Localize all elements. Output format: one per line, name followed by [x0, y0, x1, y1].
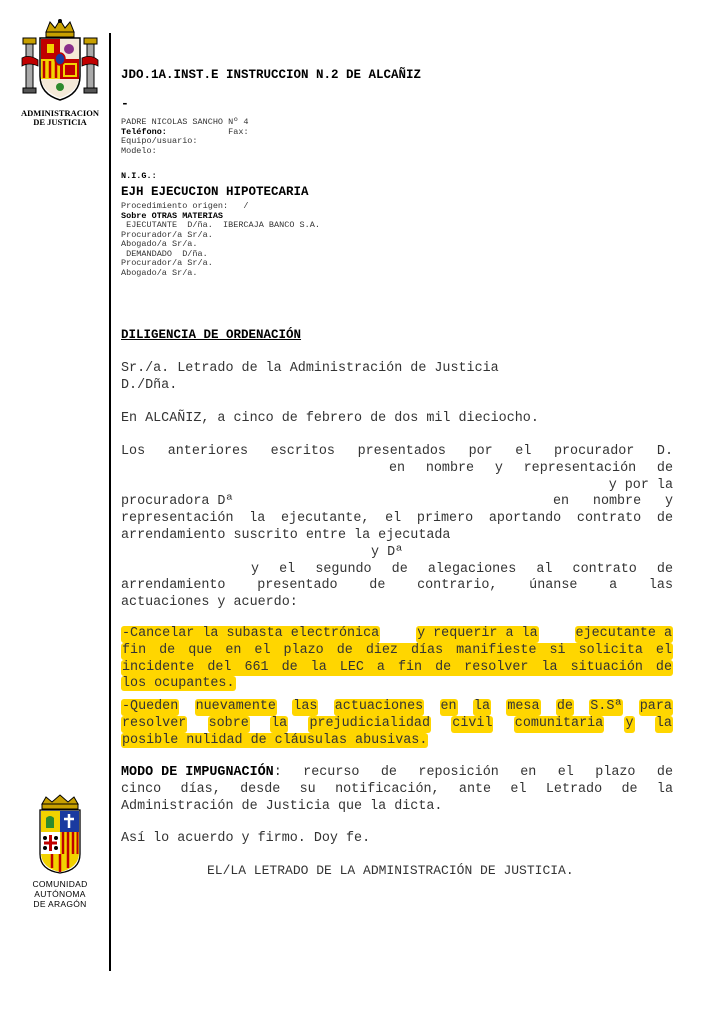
- telefono-label: Teléfono:: [121, 126, 167, 137]
- modo-line1: MODO DE IMPUGNACIÓN : recurso de reposición en el plazo de: [121, 765, 673, 780]
- aragon-coat-of-arms-icon: [30, 794, 90, 874]
- letrado-line1: Sr./a. Letrado de la Administración de Justicia: [121, 361, 499, 376]
- hl1-line2: fin de que en el plazo de diez días manifieste si solicita el: [122, 642, 672, 658]
- abogado-ejecutante: Abogado/a Sr/a.: [121, 239, 198, 249]
- hl1-line3: incidente del 661 de la LEC a fin de resolver la situación de: [122, 659, 672, 675]
- hl2-line1: -Queden nuevamente las actuaciones en la mesa de S.Sª para: [122, 699, 672, 714]
- p1-line6: arrendamiento suscrito entre la ejecutada: [121, 527, 451, 543]
- comunidad-aragon-logo: [20, 794, 100, 909]
- fax-label: Fax:: [228, 126, 249, 137]
- logo-caption-line2: DE JUSTICIA: [33, 117, 87, 127]
- p1-line7: y Dª: [371, 544, 404, 560]
- p1-line4: procuradora Dª en nombre y: [121, 494, 673, 510]
- parties-block: [121, 202, 320, 278]
- modo-line3: Administración de Justicia que la dicta.: [121, 798, 443, 814]
- address-block: [121, 118, 249, 156]
- p1-line3: y por la: [608, 477, 673, 493]
- modo-line2: cinco días, desde su notificación, ante el Letrado de la: [121, 781, 673, 797]
- letrado-line2: D./Dña.: [121, 377, 178, 393]
- administracion-justicia-logo: [14, 18, 106, 127]
- modo-label: MODO DE IMPUGNACIÓN: [121, 765, 274, 780]
- abogado-demandado: Abogado/a Sr/a.: [121, 267, 198, 278]
- equipo-label: Equipo/usuario:: [121, 136, 198, 146]
- coat-of-arms-icon: [20, 18, 100, 104]
- logo2-caption-line1: COMUNIDAD: [32, 879, 88, 889]
- logo-caption-line1: ADMINISTRACION: [21, 108, 99, 118]
- p1-line5: representación la ejecutante, el primero aportando contrato de: [121, 511, 673, 527]
- p1-line2: en nombre y representación de: [389, 460, 673, 476]
- modelo-label: Modelo:: [121, 145, 157, 156]
- procedure-type: EJH EJECUCION HIPOTECARIA: [121, 185, 309, 199]
- p1-line1: Los anteriores escritos presentados por el procurador D.: [121, 444, 673, 459]
- letrado-block: [121, 361, 673, 395]
- paragraph-impugnacion: [121, 765, 673, 815]
- paragraph-escritos: [121, 444, 673, 612]
- p1-line9: arrendamiento presentado de contrario, únanse a las: [121, 578, 673, 594]
- logo2-caption-line3: DE ARAGÓN: [33, 899, 87, 909]
- hl1-line1: -Cancelar la subasta electrónica y requerir a la ejecutante a: [122, 626, 672, 641]
- sobre-materia: Sobre OTRAS MATERIAS: [121, 210, 224, 221]
- ejecutante: EJECUTANTE D/ña. IBERCAJA BANCO S.A.: [121, 220, 320, 230]
- header-dash: -: [121, 96, 129, 111]
- hl1-line4: los ocupantes.: [122, 676, 235, 692]
- demandado: DEMANDADO D/ña.: [121, 248, 208, 259]
- p1-line8: y el segundo de alegaciones al contrato de: [251, 561, 673, 577]
- procedimiento-origen: Procedimiento origen: /: [121, 201, 249, 211]
- date-line: En ALCAÑIZ, a cinco de febrero de dos mil dieciocho.: [121, 411, 539, 426]
- logo2-caption-line2: AUTÓNOMA: [34, 889, 86, 899]
- address: PADRE NICOLAS SANCHO Nº 4: [121, 117, 249, 127]
- document-title: DILIGENCIA DE ORDENACIÓN: [121, 328, 302, 342]
- procurador-demandado: Procurador/a Sr/a.: [121, 258, 213, 268]
- signature-line: EL/LA LETRADO DE LA ADMINISTRACIÓN DE JUSTICIA.: [207, 863, 574, 878]
- closing-line: Así lo acuerdo y firmo. Doy fe.: [121, 831, 371, 846]
- hl2-line3: posible nulidad de cláusulas abusivas.: [122, 732, 428, 748]
- hl2-line2: resolver sobre la prejudicialidad civil comunitaria y la: [122, 715, 672, 731]
- margin-rule: [109, 33, 111, 971]
- paragraph-cancelar-subasta: [121, 626, 673, 693]
- paragraph-prejudicialidad: [121, 699, 673, 749]
- nig-label: N.I.G.:: [121, 171, 157, 181]
- p1-line10: actuaciones y acuerdo:: [121, 595, 298, 611]
- procurador-ejecutante: Procurador/a Sr/a.: [121, 229, 213, 240]
- court-name: JDO.1A.INST.E INSTRUCCION N.2 DE ALCAÑIZ: [121, 68, 422, 82]
